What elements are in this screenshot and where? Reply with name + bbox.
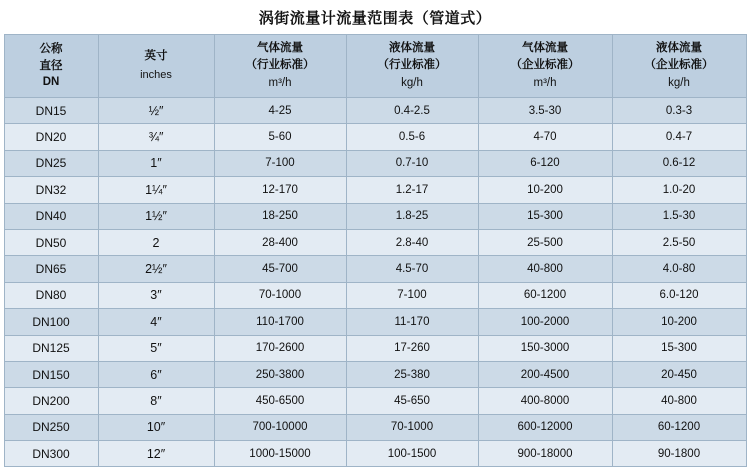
cell-liquid-flow-industry: 17-260	[346, 335, 478, 361]
column-header-line1: 液体流量	[656, 41, 702, 54]
column-header-line3: DN	[42, 76, 60, 89]
cell-liquid-flow-enterprise: 0.3-3	[612, 98, 746, 124]
column-header-line1: 液体流量	[389, 41, 435, 54]
cell-nominal-diameter: DN150	[4, 361, 98, 387]
cell-inches: 1¼″	[98, 177, 214, 203]
table-row	[4, 177, 746, 203]
table-row	[4, 282, 746, 308]
column-header-inches	[98, 35, 214, 98]
column-header-liquid-flow-enterprise	[612, 35, 746, 98]
cell-gas-flow-enterprise: 4-70	[478, 124, 612, 150]
table-row	[4, 150, 746, 176]
cell-inches: 2	[98, 229, 214, 255]
cell-gas-flow-enterprise: 200-4500	[478, 361, 612, 387]
table-row	[4, 124, 746, 150]
column-header-unit: kg/h	[401, 77, 423, 90]
cell-gas-flow-enterprise: 900-18000	[478, 441, 612, 467]
cell-gas-flow-industry: 110-1700	[214, 309, 346, 335]
cell-liquid-flow-enterprise: 10-200	[612, 309, 746, 335]
cell-liquid-flow-industry: 1.2-17	[346, 177, 478, 203]
cell-liquid-flow-industry: 1.8-25	[346, 203, 478, 229]
cell-inches: 1½″	[98, 203, 214, 229]
cell-nominal-diameter: DN15	[4, 98, 98, 124]
table-row	[4, 309, 746, 335]
table-body	[4, 98, 746, 467]
cell-liquid-flow-industry: 100-1500	[346, 441, 478, 467]
cell-liquid-flow-enterprise: 40-800	[612, 388, 746, 414]
cell-inches: 1″	[98, 150, 214, 176]
cell-nominal-diameter: DN250	[4, 414, 98, 440]
cell-gas-flow-industry: 7-100	[214, 150, 346, 176]
cell-gas-flow-industry: 700-10000	[214, 414, 346, 440]
flow-range-table	[4, 34, 747, 467]
cell-gas-flow-enterprise: 100-2000	[478, 309, 612, 335]
cell-gas-flow-enterprise: 600-12000	[478, 414, 612, 440]
cell-liquid-flow-enterprise: 0.4-7	[612, 124, 746, 150]
cell-inches: 3″	[98, 282, 214, 308]
cell-nominal-diameter: DN65	[4, 256, 98, 282]
cell-liquid-flow-industry: 7-100	[346, 282, 478, 308]
cell-liquid-flow-industry: 70-1000	[346, 414, 478, 440]
cell-gas-flow-industry: 18-250	[214, 203, 346, 229]
column-header-nominal-diameter	[4, 35, 98, 98]
cell-gas-flow-enterprise: 15-300	[478, 203, 612, 229]
cell-nominal-diameter: DN200	[4, 388, 98, 414]
column-header-gas-flow-enterprise	[478, 35, 612, 98]
table-row	[4, 388, 746, 414]
cell-gas-flow-enterprise: 150-3000	[478, 335, 612, 361]
cell-inches: 12″	[98, 441, 214, 467]
cell-nominal-diameter: DN300	[4, 441, 98, 467]
column-header-line2: （企业标准）	[510, 58, 580, 71]
cell-liquid-flow-enterprise: 90-1800	[612, 441, 746, 467]
cell-gas-flow-industry: 1000-15000	[214, 441, 346, 467]
cell-liquid-flow-enterprise: 6.0-120	[612, 282, 746, 308]
cell-liquid-flow-enterprise: 4.0-80	[612, 256, 746, 282]
cell-liquid-flow-enterprise: 20-450	[612, 361, 746, 387]
cell-gas-flow-industry: 28-400	[214, 229, 346, 255]
table-header	[4, 35, 746, 98]
cell-liquid-flow-enterprise: 1.0-20	[612, 177, 746, 203]
cell-liquid-flow-enterprise: 2.5-50	[612, 229, 746, 255]
cell-inches: 4″	[98, 309, 214, 335]
column-header-unit: kg/h	[668, 77, 690, 90]
column-header-line2: （企业标准）	[644, 58, 714, 71]
cell-inches: ½″	[98, 98, 214, 124]
cell-inches: 5″	[98, 335, 214, 361]
cell-liquid-flow-enterprise: 1.5-30	[612, 203, 746, 229]
table-row	[4, 414, 746, 440]
cell-inches: 8″	[98, 388, 214, 414]
cell-inches: ¾″	[98, 124, 214, 150]
cell-gas-flow-industry: 70-1000	[214, 282, 346, 308]
cell-gas-flow-industry: 4-25	[214, 98, 346, 124]
cell-nominal-diameter: DN80	[4, 282, 98, 308]
cell-gas-flow-enterprise: 3.5-30	[478, 98, 612, 124]
cell-gas-flow-industry: 45-700	[214, 256, 346, 282]
cell-liquid-flow-enterprise: 0.6-12	[612, 150, 746, 176]
cell-nominal-diameter: DN125	[4, 335, 98, 361]
cell-gas-flow-industry: 12-170	[214, 177, 346, 203]
cell-liquid-flow-industry: 0.5-6	[346, 124, 478, 150]
cell-gas-flow-industry: 170-2600	[214, 335, 346, 361]
column-header-line2: 直径	[39, 59, 63, 72]
table-row	[4, 203, 746, 229]
page-title: 涡街流量计流量范围表（管道式）	[258, 10, 492, 27]
table-row	[4, 361, 746, 387]
cell-gas-flow-enterprise: 10-200	[478, 177, 612, 203]
cell-liquid-flow-industry: 4.5-70	[346, 256, 478, 282]
cell-liquid-flow-industry: 45-650	[346, 388, 478, 414]
cell-liquid-flow-industry: 11-170	[346, 309, 478, 335]
cell-nominal-diameter: DN50	[4, 229, 98, 255]
column-header-line1: 英寸	[144, 49, 168, 62]
column-header-line2: （行业标准）	[245, 58, 315, 71]
cell-inches: 6″	[98, 361, 214, 387]
cell-liquid-flow-industry: 0.4-2.5	[346, 98, 478, 124]
cell-nominal-diameter: DN32	[4, 177, 98, 203]
table-row	[4, 98, 746, 124]
cell-gas-flow-industry: 450-6500	[214, 388, 346, 414]
cell-gas-flow-enterprise: 25-500	[478, 229, 612, 255]
column-header-line2: （行业标准）	[377, 58, 447, 71]
cell-nominal-diameter: DN20	[4, 124, 98, 150]
column-header-liquid-flow-industry	[346, 35, 478, 98]
cell-gas-flow-enterprise: 6-120	[478, 150, 612, 176]
cell-nominal-diameter: DN40	[4, 203, 98, 229]
column-header-unit: m³/h	[533, 77, 557, 90]
cell-inches: 10″	[98, 414, 214, 440]
cell-liquid-flow-industry: 0.7-10	[346, 150, 478, 176]
cell-liquid-flow-enterprise: 60-1200	[612, 414, 746, 440]
column-header-line1: 气体流量	[522, 41, 568, 54]
column-header-gas-flow-industry	[214, 35, 346, 98]
cell-liquid-flow-industry: 2.8-40	[346, 229, 478, 255]
cell-nominal-diameter: DN25	[4, 150, 98, 176]
cell-gas-flow-industry: 5-60	[214, 124, 346, 150]
column-header-unit: m³/h	[268, 77, 292, 90]
cell-gas-flow-enterprise: 60-1200	[478, 282, 612, 308]
table-row	[4, 256, 746, 282]
table-row	[4, 229, 746, 255]
column-header-line1: 气体流量	[257, 41, 303, 54]
cell-gas-flow-enterprise: 400-8000	[478, 388, 612, 414]
table-row	[4, 335, 746, 361]
column-header-line2: inches	[140, 69, 172, 82]
cell-gas-flow-enterprise: 40-800	[478, 256, 612, 282]
cell-gas-flow-industry: 250-3800	[214, 361, 346, 387]
table-header-row	[4, 35, 746, 98]
column-header-line1: 公称	[39, 42, 63, 55]
cell-nominal-diameter: DN100	[4, 309, 98, 335]
cell-liquid-flow-industry: 25-380	[346, 361, 478, 387]
cell-liquid-flow-enterprise: 15-300	[612, 335, 746, 361]
cell-inches: 2½″	[98, 256, 214, 282]
